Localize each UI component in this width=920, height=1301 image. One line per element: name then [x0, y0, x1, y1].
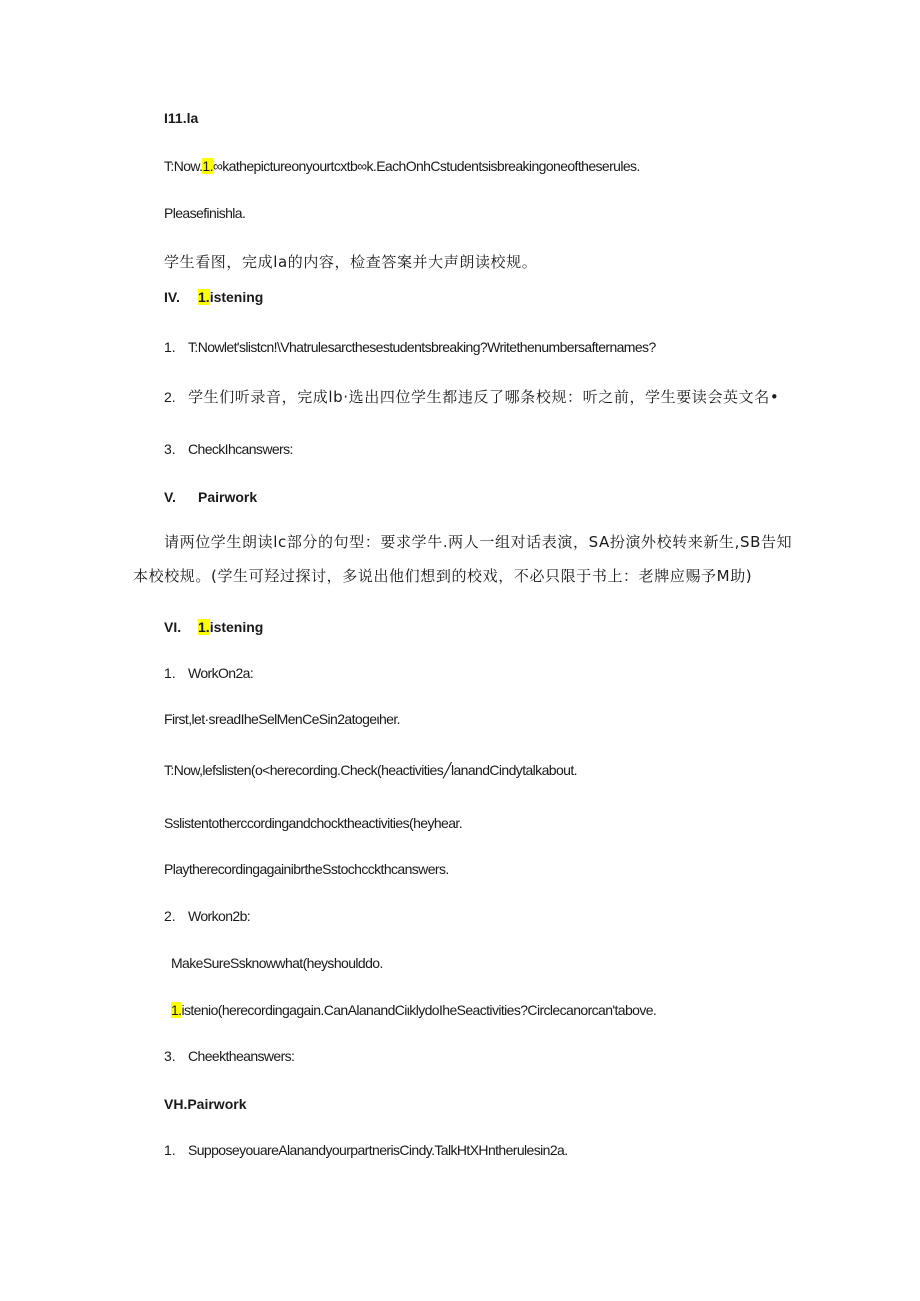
paragraph-line [171, 1000, 656, 1020]
heading-text: istening [209, 289, 264, 305]
paragraph-line: Sslistentotherccordingandchocktheactivities(heyhear. [164, 815, 462, 831]
list-item-text: T:Nowlet'slistcn!\Vhatrulesarcthesestudentsbreaking?Writethenumbersafternames? [188, 339, 656, 355]
list-item [164, 337, 656, 357]
paragraph-line: Pleasefinishla. [164, 205, 246, 221]
heading-text: Pairwork [198, 489, 258, 505]
section-heading-v [164, 487, 257, 507]
text-run: istenio(herecordingagain.CanAlanandCiιklydoIheSeactivities?Circlecanorcan'tabove. [181, 1002, 657, 1018]
section-heading-iv [164, 287, 263, 307]
list-number: 2. [164, 389, 176, 405]
paragraph-line: 请两位学生朗读lc部分的句型：要求学牛.两人一组对话表演，SA扮演外校转来新生,SB告知 [164, 533, 793, 551]
list-item-text: 学生们听录音，完成lb·选出四位学生都违反了哪条校规：听之前，学生要读会英文名• [188, 388, 780, 406]
list-number: 3. [164, 441, 176, 457]
roman-numeral: IV. [164, 289, 180, 305]
highlighted-text: 1. [198, 289, 210, 305]
paragraph-line: First,let·sreadIheSelMenCeSin2atogeιher. [164, 711, 400, 727]
list-item [164, 439, 293, 459]
roman-numeral: VI. [164, 619, 182, 635]
highlighted-text: 1. [202, 158, 213, 174]
list-item [164, 663, 253, 683]
section-heading-vi [164, 617, 263, 637]
paragraph-line: T:Now,lefslisten(o<herecording.Check(heactivities╱lanandCindytalkabout. [164, 762, 577, 778]
list-item [164, 387, 779, 407]
list-item [164, 1046, 294, 1066]
list-item-text: SupposeyouareAlanandyourpartnerisCindy.TalkHtXHntherulesin2a. [188, 1142, 568, 1158]
list-number: 1. [164, 665, 176, 681]
list-number: 1. [164, 1142, 176, 1158]
section-heading-vii: VH.Pairwork [164, 1096, 247, 1112]
list-item-text: WorkOn2a: [188, 665, 254, 681]
list-item [164, 1140, 568, 1160]
list-item [164, 906, 250, 926]
list-item-text: CheckIhcanswers: [188, 441, 293, 457]
highlighted-text: 1. [171, 1002, 182, 1018]
list-item-text: Cheektheanswers: [188, 1048, 295, 1064]
paragraph-line: 学生看图，完成la的内容，检查答案并大声朗读校规。 [164, 253, 538, 271]
heading-text: istening [209, 619, 264, 635]
highlighted-text: 1. [198, 619, 210, 635]
list-number: 1. [164, 339, 176, 355]
paragraph-line: PlaytherecordingagainibrtheSstochcckthcanswers. [164, 861, 449, 877]
list-number: 2. [164, 908, 176, 924]
section-heading-iii: I11.la [164, 110, 199, 126]
paragraph-line: 本校校规。(学生可羟过探讨，多说出他们想到的校戏，不必只限于书上：老牌应赐予M助) [133, 567, 753, 585]
list-number: 3. [164, 1048, 176, 1064]
text-run: T:Now. [164, 158, 203, 174]
paragraph-line: MakeSureSsknowwhat(heyshoulddo. [171, 955, 383, 971]
paragraph-line [164, 156, 640, 176]
text-run: ∞kathepictureonyourtcxtb∞k.EachOnhCstudentsisbreakingoneoftheserules. [212, 158, 640, 174]
roman-numeral: V. [164, 489, 176, 505]
list-item-text: Workon2b: [188, 908, 251, 924]
